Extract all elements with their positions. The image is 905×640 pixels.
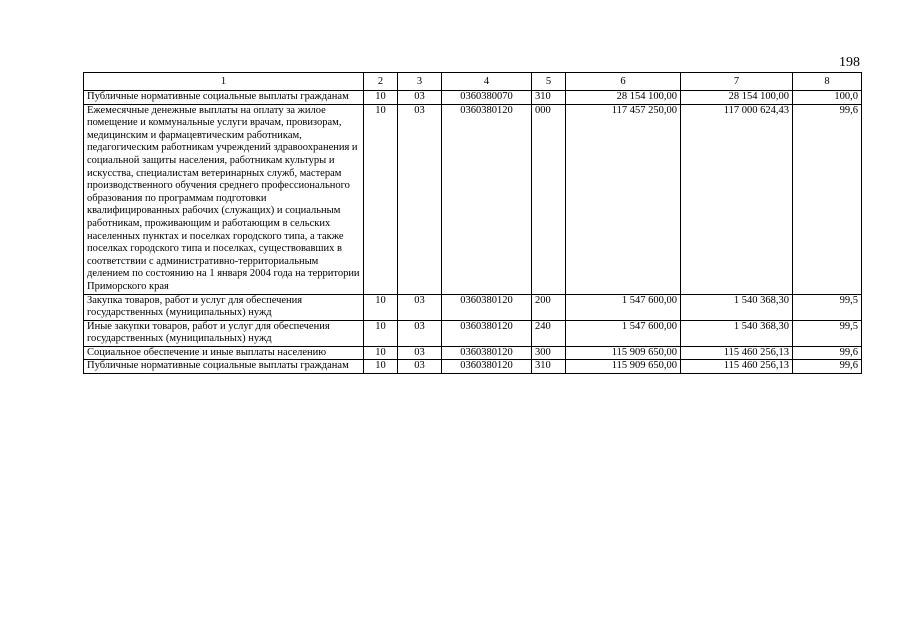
table-row: [84, 294, 862, 320]
row-name: Публичные нормативные социальные выплаты гражданам: [84, 91, 364, 105]
table-row: [84, 91, 862, 105]
row-name: Публичные нормативные социальные выплаты гражданам: [84, 360, 364, 374]
row-expense-type: 240: [532, 320, 566, 346]
row-section: 10: [364, 360, 398, 374]
row-section: 10: [364, 91, 398, 105]
row-section: 10: [364, 104, 398, 294]
row-actual-amount: 117 000 624,43: [681, 104, 793, 294]
row-plan-amount: 117 457 250,00: [566, 104, 681, 294]
header-cell-6: 6: [566, 73, 681, 91]
header-row: [84, 73, 862, 91]
row-name: Закупка товаров, работ и услуг для обеспечения государственных (муниципальных) нужд: [84, 294, 364, 320]
row-actual-amount: 115 460 256,13: [681, 360, 793, 374]
row-target-article: 0360380120: [442, 320, 532, 346]
row-percent: 99,5: [793, 320, 862, 346]
header-cell-4: 4: [442, 73, 532, 91]
row-section: 10: [364, 294, 398, 320]
row-expense-type: 310: [532, 360, 566, 374]
row-target-article: 0360380120: [442, 360, 532, 374]
row-subsection: 03: [398, 320, 442, 346]
row-name: Иные закупки товаров, работ и услуг для обеспечения государственных (муниципальных) нужд: [84, 320, 364, 346]
row-expense-type: 200: [532, 294, 566, 320]
header-cell-3: 3: [398, 73, 442, 91]
table-row: [84, 346, 862, 360]
header-cell-5: 5: [532, 73, 566, 91]
row-actual-amount: 28 154 100,00: [681, 91, 793, 105]
row-section: 10: [364, 346, 398, 360]
row-plan-amount: 115 909 650,00: [566, 360, 681, 374]
row-name: Ежемесячные денежные выплаты на оплату за жилое помещение и коммунальные услуги врачам, провизорам, медицинским и фармацевтическим работникам, педагогическим работникам учреждений здравоохранения и социальной защиты населения, работникам культуры и искусства, специалистам ветеринарных служб, мастерам производственного обучения среднего профессионального образования по программам подготовки квалифицированных рабочих (служащих) и социальным работникам, проживающим и работающим в сельских населенных пунктах и поселках городского типа, а также поселках городского типа и поселках, существовавших в соответствии с административно-территориальным делением по состоянию на 1 января 2004 года на территории Приморского края: [84, 104, 364, 294]
row-subsection: 03: [398, 346, 442, 360]
row-target-article: 0360380120: [442, 346, 532, 360]
table-row: [84, 104, 862, 294]
table-row: [84, 320, 862, 346]
row-plan-amount: 115 909 650,00: [566, 346, 681, 360]
row-subsection: 03: [398, 104, 442, 294]
row-percent: 99,6: [793, 360, 862, 374]
row-expense-type: 000: [532, 104, 566, 294]
row-subsection: 03: [398, 360, 442, 374]
row-plan-amount: 1 547 600,00: [566, 320, 681, 346]
row-target-article: 0360380120: [442, 104, 532, 294]
row-plan-amount: 28 154 100,00: [566, 91, 681, 105]
row-target-article: 0360380070: [442, 91, 532, 105]
row-percent: 99,6: [793, 346, 862, 360]
row-expense-type: 310: [532, 91, 566, 105]
budget-table: [83, 72, 862, 374]
row-plan-amount: 1 547 600,00: [566, 294, 681, 320]
row-expense-type: 300: [532, 346, 566, 360]
row-percent: 99,5: [793, 294, 862, 320]
header-cell-7: 7: [681, 73, 793, 91]
header-cell-1: 1: [84, 73, 364, 91]
table-row: [84, 360, 862, 374]
row-actual-amount: 115 460 256,13: [681, 346, 793, 360]
page-number: 198: [839, 55, 860, 70]
row-subsection: 03: [398, 294, 442, 320]
header-cell-8: 8: [793, 73, 862, 91]
row-section: 10: [364, 320, 398, 346]
row-actual-amount: 1 540 368,30: [681, 294, 793, 320]
row-name: Социальное обеспечение и иные выплаты населению: [84, 346, 364, 360]
row-percent: 99,6: [793, 104, 862, 294]
row-subsection: 03: [398, 91, 442, 105]
row-percent: 100,0: [793, 91, 862, 105]
row-target-article: 0360380120: [442, 294, 532, 320]
row-actual-amount: 1 540 368,30: [681, 320, 793, 346]
header-cell-2: 2: [364, 73, 398, 91]
